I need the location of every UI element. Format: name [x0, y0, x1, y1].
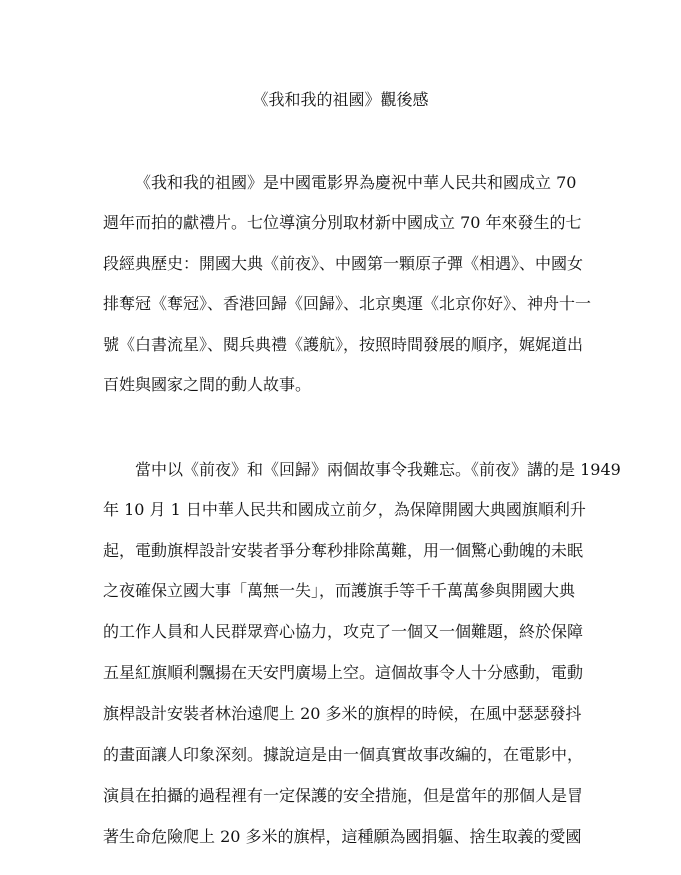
paragraph-1-line-6: 百姓與國家之間的動人故事。 [103, 375, 312, 394]
paragraph-2-line-8: 的畫面讓人印象深刻。據說這是由一個真實故事改編的，在電影中， [103, 745, 584, 764]
paragraph-1-line-4: 排奪冠《奪冠》、香港回歸《回歸》、北京奧運《北京你好》、神舟十一 [103, 294, 592, 313]
paragraph-1-line-1: 《我和我的祖國》是中國電影界為慶祝中華人民共和國成立 70 [135, 173, 577, 192]
paragraph-2-line-1: 當中以《前夜》和《回歸》兩個故事令我難忘。《前夜》講的是 1949 [135, 460, 621, 479]
paragraph-1-line-2: 週年而拍的獻禮片。七位導演分別取材新中國成立 70 年來發生的七 [103, 213, 582, 232]
paragraph-2-line-7: 旗桿設計安裝者林治遠爬上 20 多米的旗桿的時候，在風中瑟瑟發抖 [103, 704, 582, 723]
paragraph-2-line-10: 著生命危險爬上 20 多米的旗桿，這種願為國捐軀、捨生取義的愛國 [103, 827, 582, 846]
paragraph-2-line-6: 五星紅旗順利飄揚在天安門廣場上空。這個故事令人十分感動，電動 [103, 663, 584, 682]
paragraph-2-line-2: 年 10 月 1 日中華人民共和國成立前夕，為保障開國大典國旗順利升 [103, 500, 586, 519]
paragraph-1-line-3: 段經典歷史：開國大典《前夜》、中國第一顆原子彈《相遇》、中國女 [103, 254, 584, 273]
paragraph-2-line-3: 起，電動旗桿設計安裝者爭分奪秒排除萬難，用一個驚心動魄的未眠 [103, 541, 584, 560]
paragraph-2-line-9: 演員在拍攝的過程裡有一定保護的安全措施，但是當年的那個人是冒 [103, 786, 584, 805]
document-title: 《我和我的祖國》觀後感 [252, 90, 429, 109]
paragraph-1-line-5: 號《白書流星》、閱兵典禮《護航》，按照時間發展的順序，娓娓道出 [103, 335, 584, 354]
paragraph-2-line-4: 之夜確保立國大事「萬無一失」，而護旗手等千千萬萬參與開國大典 [103, 581, 576, 600]
paragraph-2-line-5: 的工作人員和人民群眾齊心協力，攻克了一個又一個難題，終於保障 [103, 622, 584, 641]
